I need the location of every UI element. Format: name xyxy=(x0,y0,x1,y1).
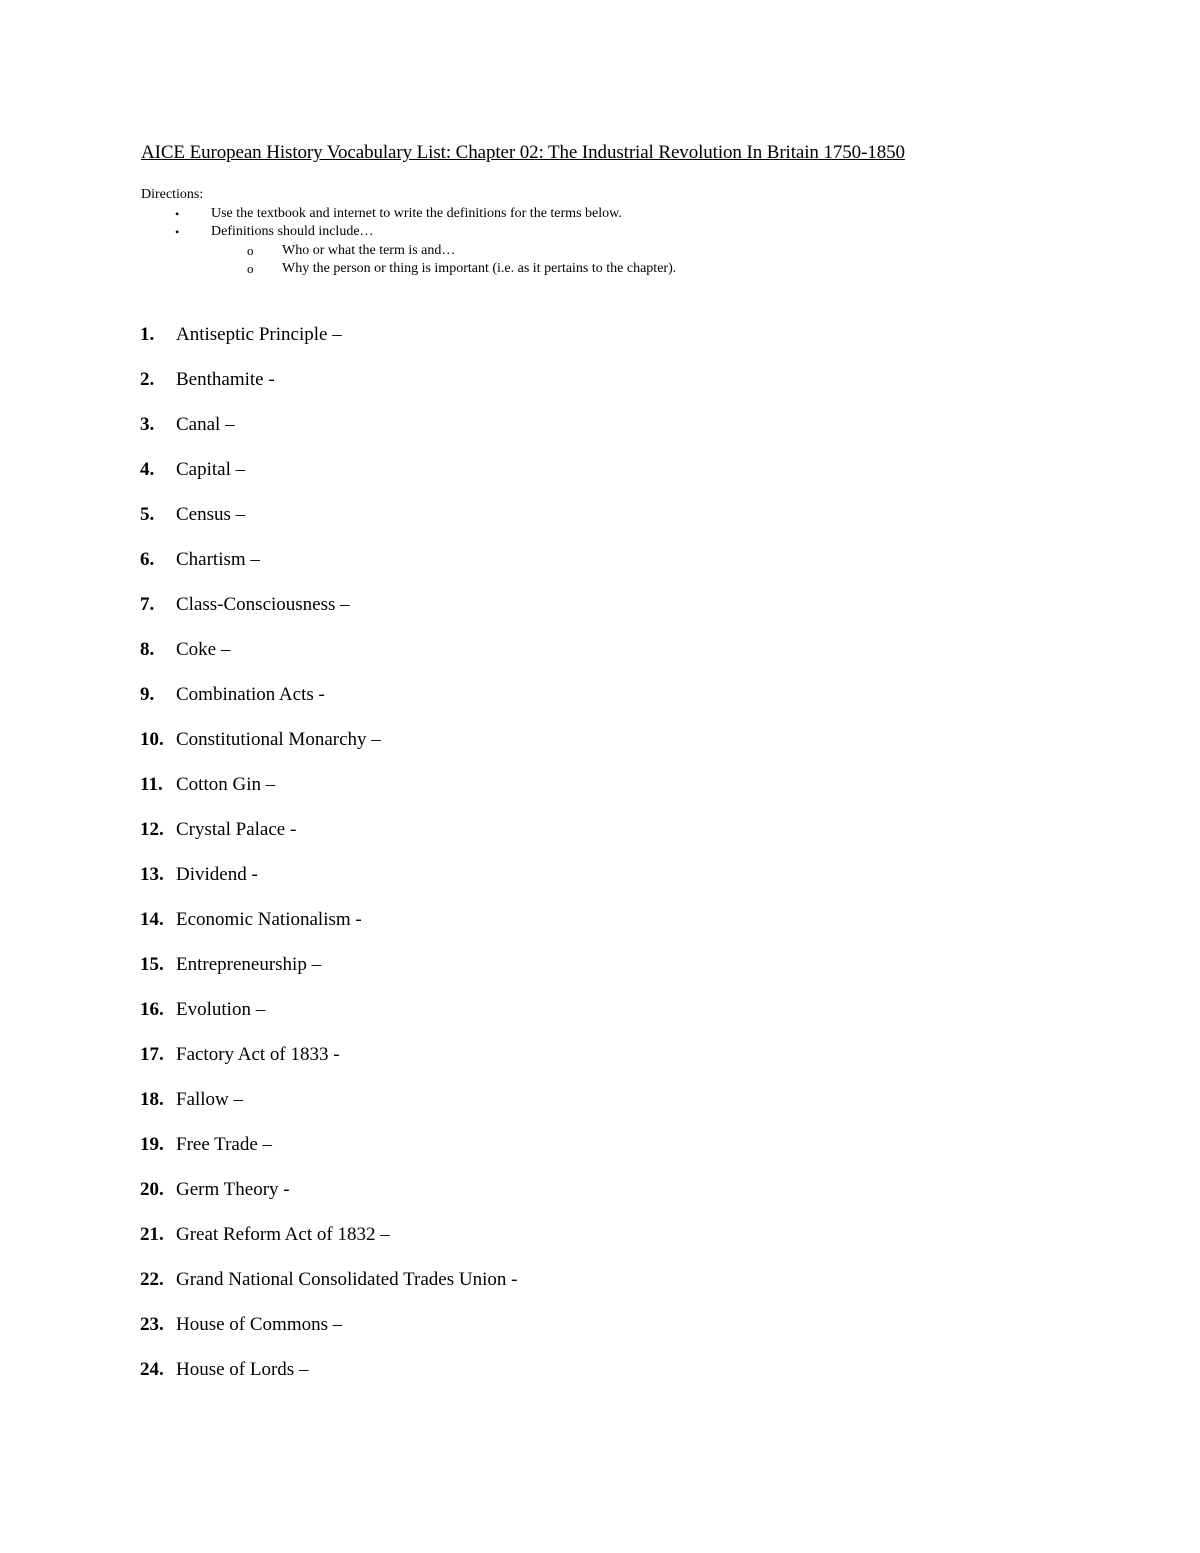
vocab-number: 18. xyxy=(140,1089,164,1110)
vocab-item xyxy=(140,1178,290,1202)
sub-bullet-marker: o xyxy=(247,261,254,276)
vocab-number: 1. xyxy=(140,324,155,345)
vocab-term: Census – xyxy=(176,504,246,525)
vocab-number: 22. xyxy=(140,1269,164,1290)
vocab-item xyxy=(140,683,325,707)
vocab-item xyxy=(140,1358,308,1382)
vocab-number: 16. xyxy=(140,999,164,1020)
vocab-number: 15. xyxy=(140,954,164,975)
vocab-term: Capital – xyxy=(176,459,246,480)
vocab-number: 12. xyxy=(140,819,164,840)
vocab-item xyxy=(140,368,275,392)
vocab-number: 13. xyxy=(140,864,164,885)
vocab-term: Germ Theory - xyxy=(176,1179,290,1200)
vocab-number: 8. xyxy=(140,639,155,660)
vocab-item xyxy=(140,1268,517,1292)
vocab-item xyxy=(140,1133,272,1157)
vocab-term: Grand National Consolidated Trades Union - xyxy=(176,1269,518,1290)
vocab-number: 4. xyxy=(140,459,155,480)
vocab-number: 5. xyxy=(140,504,155,525)
vocab-number: 17. xyxy=(140,1044,164,1065)
vocab-number: 3. xyxy=(140,414,155,435)
vocab-item xyxy=(140,908,362,932)
vocab-number: 6. xyxy=(140,549,155,570)
vocab-term: Antiseptic Principle – xyxy=(176,324,342,345)
vocab-term: House of Commons – xyxy=(176,1314,343,1335)
vocab-item xyxy=(140,773,275,797)
bullet-text: Use the textbook and internet to write the definitions for the terms below. xyxy=(211,206,622,221)
vocab-item xyxy=(140,863,258,887)
vocab-term: Dividend - xyxy=(176,864,258,885)
directions-label: Directions: xyxy=(141,187,204,202)
vocab-number: 19. xyxy=(140,1134,164,1155)
vocab-number: 20. xyxy=(140,1179,164,1200)
vocab-item xyxy=(140,323,342,347)
sub-bullet-text: Who or what the term is and… xyxy=(282,243,456,258)
vocab-term: Class-Consciousness – xyxy=(176,594,350,615)
vocab-item xyxy=(140,818,296,842)
vocab-number: 11. xyxy=(140,774,163,795)
vocab-item xyxy=(140,728,381,752)
vocab-term: Crystal Palace - xyxy=(176,819,297,840)
vocab-term: Evolution – xyxy=(176,999,266,1020)
vocab-term: Economic Nationalism - xyxy=(176,909,362,930)
vocab-item xyxy=(140,953,321,977)
vocab-term: Chartism – xyxy=(176,549,260,570)
vocab-term: House of Lords – xyxy=(176,1359,309,1380)
vocab-item xyxy=(140,458,245,482)
vocab-number: 2. xyxy=(140,369,155,390)
vocab-term: Factory Act of 1833 - xyxy=(176,1044,340,1065)
vocab-item xyxy=(140,998,265,1022)
vocab-number: 9. xyxy=(140,684,155,705)
bullet-marker: • xyxy=(175,225,180,239)
vocab-term: Constitutional Monarchy – xyxy=(176,729,381,750)
vocab-number: 10. xyxy=(140,729,164,750)
vocab-number: 24. xyxy=(140,1359,164,1380)
vocab-item xyxy=(140,593,350,617)
vocab-term: Combination Acts - xyxy=(176,684,325,705)
vocab-number: 23. xyxy=(140,1314,164,1335)
vocab-term: Cotton Gin – xyxy=(176,774,276,795)
bullet-marker: • xyxy=(175,207,180,221)
vocab-term: Great Reform Act of 1832 – xyxy=(176,1224,390,1245)
vocab-item xyxy=(140,1088,243,1112)
vocab-term: Canal – xyxy=(176,414,235,435)
vocab-item xyxy=(140,503,245,527)
vocab-number: 14. xyxy=(140,909,164,930)
vocab-item xyxy=(140,638,230,662)
vocab-term: Entrepreneurship – xyxy=(176,954,322,975)
vocab-term: Free Trade – xyxy=(176,1134,273,1155)
vocab-term: Coke – xyxy=(176,639,231,660)
sub-bullet-text: Why the person or thing is important (i.e. as it pertains to the chapter). xyxy=(282,261,677,276)
vocab-number: 21. xyxy=(140,1224,164,1245)
vocab-item xyxy=(140,413,235,437)
vocab-term: Benthamite - xyxy=(176,369,275,390)
vocab-term: Fallow – xyxy=(176,1089,244,1110)
vocab-item xyxy=(140,1313,342,1337)
bullet-text: Definitions should include… xyxy=(211,224,374,239)
vocab-item xyxy=(140,1043,340,1067)
vocab-item xyxy=(140,548,260,572)
vocab-number: 7. xyxy=(140,594,155,615)
sub-bullet-marker: o xyxy=(247,243,254,258)
document-title: AICE European History Vocabulary List: Chapter 02: The Industrial Revolution In Britain 1750-1850 xyxy=(141,142,905,163)
vocab-item xyxy=(140,1223,390,1247)
